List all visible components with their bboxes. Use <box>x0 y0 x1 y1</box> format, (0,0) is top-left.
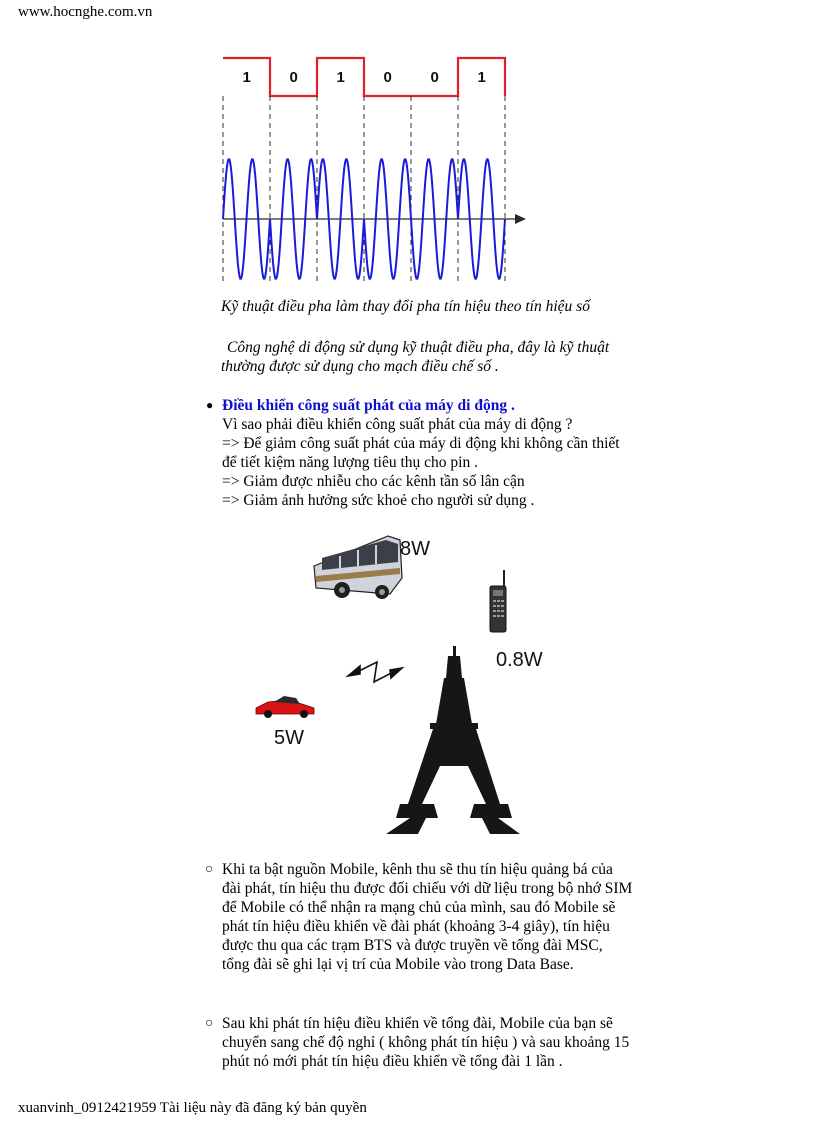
circle-bullet-icon: ○ <box>205 1016 214 1031</box>
power-control-illustration <box>250 528 560 840</box>
bus-icon <box>314 536 402 599</box>
circle-bullet-icon: ○ <box>205 862 214 877</box>
psk-modulation-figure <box>215 50 535 285</box>
list-item-text: Sau khi phát tín hiệu điều khiển về tổng đài, Mobile của bạn sẽ chuyển sang chế độ nghỉ ( không phát tín hiệu ) và sau khoảng 15 phút nó mới phát tín hiệu điều khiển về tổng đài 1 lần . <box>222 1015 630 1070</box>
list-item <box>205 1014 633 1071</box>
digital-signal-waveform <box>223 58 505 96</box>
red-car-icon <box>256 696 314 718</box>
eiffel-tower-icon <box>386 646 520 834</box>
bullet-line: => Giảm ảnh hưởng sức khoẻ cho người sử dụng . <box>222 492 535 509</box>
bullet-line: Vì sao phải điều khiển công suất phát của máy di động ? <box>222 416 573 433</box>
bit-label: 1 <box>477 69 486 86</box>
psk-figure-caption: Kỹ thuật điều pha làm thay đổi pha tín hiệu theo tín hiệu số <box>221 298 590 315</box>
header-site-url: www.hocnghe.com.vn <box>18 4 153 20</box>
car-power-label: 5W <box>274 727 304 749</box>
bullet-line: => Để giảm công suất phát của máy di động khi không cần thiết để tiết kiệm năng lượng tiêu thụ cho pin . <box>222 435 620 471</box>
phase-modulation-paragraph: Công nghệ di động sử dụng kỹ thuật điều pha, đây là kỹ thuật thường được sử dụng cho mạch điều chế số . <box>221 339 610 375</box>
bit-boundary-dashes <box>223 96 505 282</box>
footer-copyright: xuanvinh_0912421959 Tài liệu này đã đăng ký bản quyền <box>18 1100 367 1116</box>
bullet-dot-icon: ● <box>206 398 214 412</box>
bullet-title: Điều khiển công suất phát của máy di động . <box>222 397 515 414</box>
bit-label: 0 <box>289 69 298 86</box>
list-item <box>205 860 633 974</box>
axis-arrow-icon <box>515 214 526 224</box>
mobile-phone-icon <box>490 570 506 632</box>
bit-label: 0 <box>383 69 392 86</box>
bit-label: 0 <box>430 69 439 86</box>
bullet-line: => Giảm được nhiễu cho các kênh tần số lân cận <box>222 473 525 490</box>
list-item-text: Khi ta bật nguồn Mobile, kênh thu sẽ thu tín hiệu quảng bá của đài phát, tín hiệu thu được đối chiếu với dữ liệu trong bộ nhớ SIM để Mobile có thể nhận ra mạng chủ của mình, sau đó Mobile sẽ phát tín hiệu điều khiển về đài phát (khoảng 3-4 giây), tín hiệu được thu qua các trạm BTS và được truyền về tổng đài MSC, tổng đài sẽ ghi lại vị trí của Mobile vào trong Data Base. <box>222 861 633 973</box>
phone-power-label: 0.8W <box>496 649 543 671</box>
bit-label: 1 <box>242 69 251 86</box>
radio-signal-icon <box>348 662 402 682</box>
power-control-bullet <box>206 396 626 510</box>
bus-power-label: 8W <box>400 538 430 560</box>
bit-label: 1 <box>336 69 345 86</box>
